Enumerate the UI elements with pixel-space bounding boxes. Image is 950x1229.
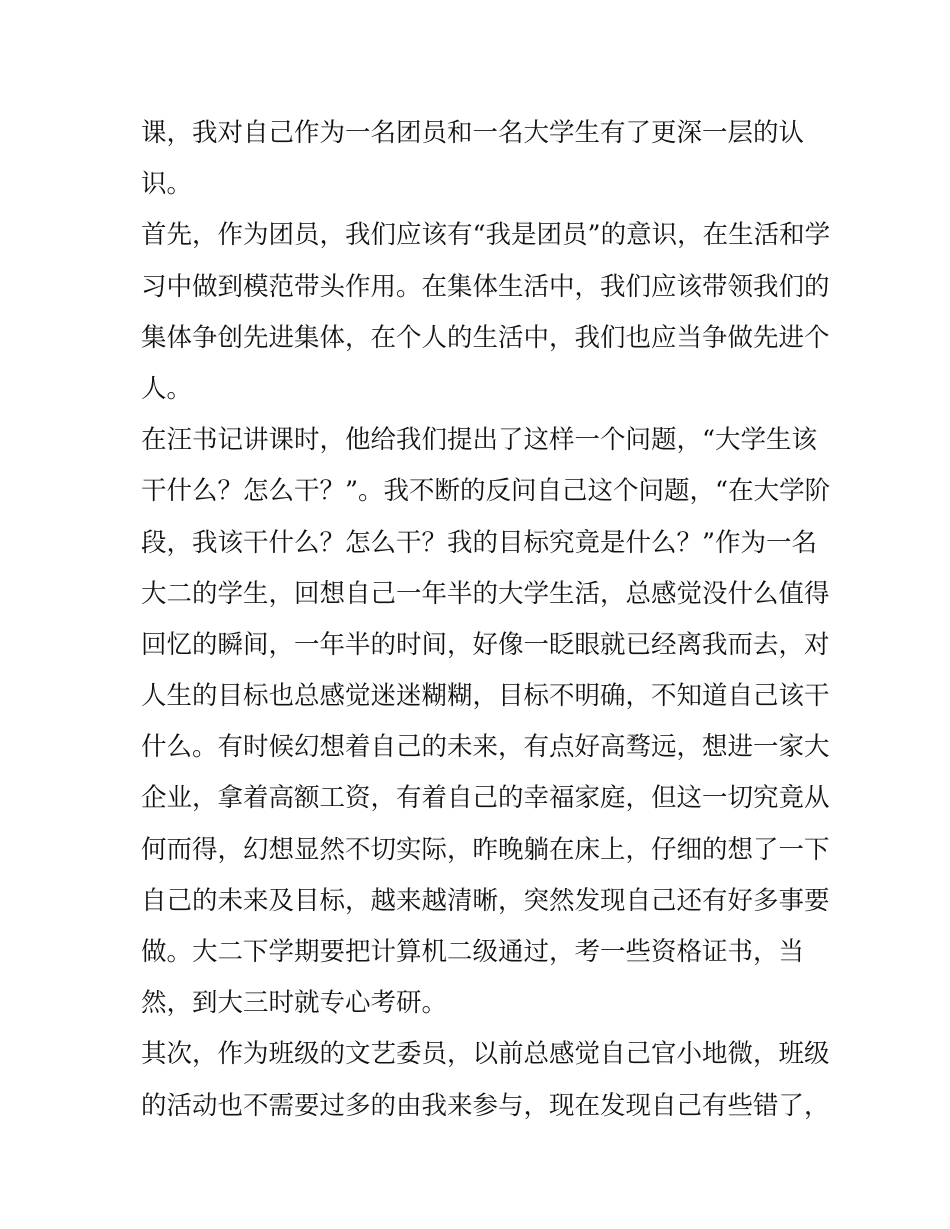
text-line: 什么。有时候幻想着自己的未来，有点好高骛远，想进一家大 <box>141 732 830 763</box>
text-line: 何而得，幻想显然不切实际，昨晚躺在床上，仔细的想了一下 <box>141 834 830 865</box>
text-line: 企业，拿着高额工资，有着自己的幸福家庭，但这一切究竟从 <box>141 783 830 814</box>
text-line: 习中做到模范带头作用。在集体生活中，我们应该带领我们的 <box>141 271 830 302</box>
text-line: 其次，作为班级的文艺委员，以前总感觉自己官小地微，班级 <box>141 1039 830 1070</box>
text-line: 然，到大三时就专心考研。 <box>141 988 448 1019</box>
text-line: 大二的学生，回想自己一年半的大学生活，总感觉没什么值得 <box>141 578 830 609</box>
text-line: 做。大二下学期要把计算机二级通过，考一些资格证书，当 <box>141 937 805 967</box>
text-line: 人生的目标也总感觉迷迷糊糊，目标不明确，不知道自己该干 <box>141 681 830 712</box>
text-line: 在汪书记讲课时，他给我们提出了这样一个问题，“大学生该 <box>141 425 818 456</box>
text-line: 集体争创先进集体，在个人的生活中，我们也应当争做先进个 <box>141 322 830 353</box>
text-line: 人。 <box>141 373 193 404</box>
text-line: 自己的未来及目标，越来越清晰，突然发现自己还有好多事要 <box>141 885 830 916</box>
text-line: 回忆的瞬间，一年半的时间，好像一眨眼就已经离我而去，对 <box>141 629 830 660</box>
text-line: 段，我该干什么？怎么干？我的目标究竟是什么？”作为一名 <box>141 527 818 558</box>
text-line: 干什么？怎么干？”。我不断的反问自己这个问题，“在大学阶 <box>141 476 831 507</box>
body-text <box>141 108 831 1132</box>
text-line: 识。 <box>141 169 193 200</box>
text-line: 的活动也不需要过多的由我来参与，现在发现自己有些错了， <box>141 1090 830 1121</box>
text-line: 课，我对自己作为一名团员和一名大学生有了更深一层的认 <box>141 118 805 148</box>
text-line: 首先，作为团员，我们应该有“我是团员”的意识，在生活和学 <box>141 220 831 251</box>
